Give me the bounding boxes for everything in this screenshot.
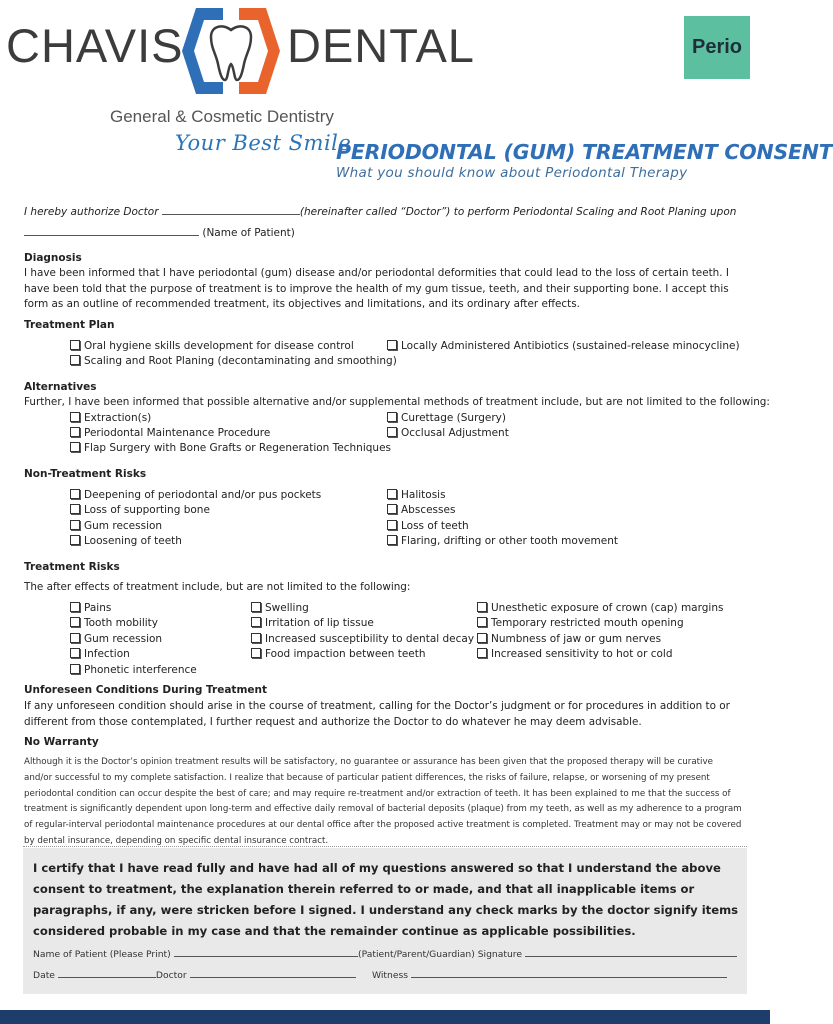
checkbox[interactable] bbox=[70, 442, 80, 452]
brand-slogan: Your Best Smile bbox=[175, 131, 352, 155]
checkbox[interactable] bbox=[387, 520, 397, 530]
checkbox[interactable] bbox=[387, 427, 397, 437]
diagnosis-text: I have been informed that I have periodontal (gum) disease and/or periodontal deformities that could lead to the loss of certain teeth. I have been told that the purpose of treatment is to improve the health of my gum tissue, teeth, and their supporting bone. I accept this form as an outline of recommended treatment, its objectives and limitations, and its ordinary after effects. bbox=[24, 267, 729, 311]
checkbox-item[interactable] bbox=[251, 633, 474, 645]
checkbox-label: Extraction(s) bbox=[84, 412, 152, 424]
checkbox[interactable] bbox=[70, 504, 80, 514]
checkbox-label: Halitosis bbox=[401, 489, 446, 501]
no-warranty-text: Although it is the Doctor’s opinion treatment results will be satisfactory, no guarantee or assurance has been given that the proposed therapy will be curative and/or successful to my complete satisfaction. I realize that because of particular patient differences, the risks of failure, relapse, or worsening of my present periodontal condition can occur despite the best of care; and may require re-treatment and/or extraction of teeth. It has been explained to me that the success of treatment is significantly dependent upon long-term and effective daily removal of bacterial deposits (plaque) from my teeth, as well as my adherence to a program of regular-interval periodontal maintenance procedures at our dental office after the proposed active treatment is completed. Treatment may or may not be covered by dental insurance, depending on specific dental insurance contract. bbox=[24, 757, 742, 846]
checkbox[interactable] bbox=[70, 340, 80, 350]
checkbox-label: Tooth mobility bbox=[84, 617, 158, 629]
checkbox-label: Oral hygiene skills development for disease control bbox=[84, 340, 354, 352]
checkbox-item[interactable] bbox=[70, 355, 397, 367]
checkbox-label: Infection bbox=[84, 648, 130, 660]
checkbox-item[interactable] bbox=[387, 427, 509, 439]
patient-name-label: (Name of Patient) bbox=[202, 227, 295, 239]
checkbox[interactable] bbox=[387, 489, 397, 499]
authorize-text-b: (hereinafter called “Doctor”) to perform Periodontal Scaling and Root Planing upon bbox=[299, 206, 737, 218]
doctor-field[interactable] bbox=[190, 968, 356, 978]
checkbox-label: Loss of teeth bbox=[401, 520, 469, 532]
checkbox-label: Occlusal Adjustment bbox=[401, 427, 509, 439]
checkbox[interactable] bbox=[387, 535, 397, 545]
checkbox-label: Swelling bbox=[265, 602, 309, 614]
patient-print-label: Name of Patient (Please Print) bbox=[33, 949, 171, 960]
checkbox[interactable] bbox=[251, 633, 261, 643]
checkbox-label: Locally Administered Antibiotics (sustained-release minocycline) bbox=[401, 340, 740, 352]
checkbox[interactable] bbox=[70, 633, 80, 643]
checkbox[interactable] bbox=[70, 427, 80, 437]
checkbox-label: Food impaction between teeth bbox=[265, 648, 426, 660]
signature-row bbox=[358, 947, 737, 960]
signature-field[interactable] bbox=[525, 947, 737, 957]
checkbox[interactable] bbox=[70, 520, 80, 530]
checkbox-item[interactable] bbox=[70, 442, 391, 454]
checkbox-label: Increased susceptibility to dental decay bbox=[265, 633, 475, 645]
date-label: Date bbox=[33, 970, 55, 981]
checkbox-item[interactable] bbox=[70, 427, 270, 439]
date-doctor-row bbox=[33, 968, 356, 981]
checkbox-item[interactable] bbox=[387, 412, 506, 424]
checkbox-label: Curettage (Surgery) bbox=[401, 412, 506, 424]
checkbox-item[interactable] bbox=[70, 535, 182, 547]
checkbox[interactable] bbox=[70, 489, 80, 499]
checkbox-label: Gum recession bbox=[84, 633, 163, 645]
checkbox[interactable] bbox=[251, 617, 261, 627]
footer-bar bbox=[0, 1010, 770, 1024]
no-warranty-heading: No Warranty bbox=[24, 736, 99, 748]
authorize-line bbox=[24, 205, 736, 221]
brand-tagline: General & Cosmetic Dentistry bbox=[110, 107, 334, 126]
checkbox-item[interactable] bbox=[251, 602, 309, 614]
checkbox-item[interactable] bbox=[477, 648, 673, 660]
checkbox-label: Gum recession bbox=[84, 520, 163, 532]
checkbox-label: Flaring, drifting or other tooth movement bbox=[401, 535, 618, 547]
checkbox-item[interactable] bbox=[70, 412, 151, 424]
non-treatment-risks-heading: Non-Treatment Risks bbox=[24, 468, 147, 480]
witness-row bbox=[372, 968, 727, 981]
checkbox-item[interactable] bbox=[70, 633, 162, 645]
checkbox-label: Temporary restricted mouth opening bbox=[491, 617, 684, 629]
perio-badge bbox=[684, 16, 750, 79]
checkbox-item[interactable] bbox=[70, 648, 130, 660]
checkbox[interactable] bbox=[70, 602, 80, 612]
perio-badge-label: Perio bbox=[691, 36, 743, 58]
witness-label: Witness bbox=[372, 970, 409, 981]
treatment-risks-heading: Treatment Risks bbox=[24, 561, 120, 573]
checkbox-item[interactable] bbox=[251, 617, 374, 629]
checkbox-label: Loss of supporting bone bbox=[84, 504, 210, 516]
signature-label: (Patient/Parent/Guardian) Signature bbox=[358, 949, 523, 960]
checkbox-item[interactable] bbox=[387, 489, 446, 501]
certification-text: I certify that I have read fully and have had all of my questions answered so that I understand the above consent to treatment, the explanation therein referred to or made, and that all inapplicable items or paragraphs, if any, were stricken before I signed. I understand any check marks by the doctor signify items considered probable in my case and that the remainder continue as applicable possibilities. bbox=[33, 861, 739, 938]
checkbox-label: Scaling and Root Planing (decontaminating and smoothing) bbox=[84, 355, 397, 367]
checkbox-item[interactable] bbox=[387, 504, 455, 516]
checkbox[interactable] bbox=[70, 412, 80, 422]
authorize-text-a: I hereby authorize Doctor bbox=[24, 206, 159, 218]
checkbox[interactable] bbox=[387, 504, 397, 514]
checkbox-item[interactable] bbox=[477, 602, 723, 614]
checkbox-label: Deepening of periodontal and/or pus pockets bbox=[84, 489, 322, 501]
alternatives-heading: Alternatives bbox=[24, 381, 97, 393]
checkbox[interactable] bbox=[70, 535, 80, 545]
checkbox[interactable] bbox=[70, 664, 80, 674]
checkbox-item[interactable] bbox=[70, 340, 354, 352]
checkbox-label: Abscesses bbox=[401, 504, 456, 516]
checkbox[interactable] bbox=[477, 648, 487, 658]
checkbox[interactable] bbox=[477, 602, 487, 612]
form-title: PERIODONTAL (GUM) TREATMENT CONSENT bbox=[336, 140, 833, 164]
patient-name-line bbox=[24, 226, 295, 242]
checkbox-item[interactable] bbox=[251, 648, 426, 660]
checkbox-item[interactable] bbox=[477, 633, 661, 645]
checkbox[interactable] bbox=[70, 617, 80, 627]
witness-field[interactable] bbox=[411, 968, 727, 978]
checkbox[interactable] bbox=[387, 412, 397, 422]
checkbox-label: Numbness of jaw or gum nerves bbox=[491, 633, 662, 645]
form-subtitle: What you should know about Periodontal Therapy bbox=[336, 165, 688, 181]
checkbox-label: Periodontal Maintenance Procedure bbox=[84, 427, 271, 439]
checkbox[interactable] bbox=[70, 648, 80, 658]
checkbox-item[interactable] bbox=[70, 664, 197, 676]
checkbox-label: Increased sensitivity to hot or cold bbox=[491, 648, 673, 660]
logo-text-right: DENTAL bbox=[287, 19, 475, 72]
checkbox-label: Irritation of lip tissue bbox=[265, 617, 374, 629]
checkbox-item[interactable] bbox=[387, 535, 618, 547]
unforeseen-heading: Unforeseen Conditions During Treatment bbox=[24, 684, 268, 696]
treatment-risks-intro: The after effects of treatment include, but are not limited to the following: bbox=[24, 581, 411, 593]
checkbox-item[interactable] bbox=[387, 340, 740, 352]
doctor-label: Doctor bbox=[155, 970, 187, 981]
tooth-logo-icon bbox=[178, 4, 284, 98]
checkbox-label: Phonetic interference bbox=[84, 664, 197, 676]
checkbox-item[interactable] bbox=[70, 504, 210, 516]
checkbox-item[interactable] bbox=[70, 617, 158, 629]
treatment-plan-heading: Treatment Plan bbox=[24, 319, 115, 331]
doctor-name-field[interactable] bbox=[162, 205, 300, 215]
patient-print-field[interactable] bbox=[174, 947, 358, 957]
checkbox-item[interactable] bbox=[70, 602, 111, 614]
date-field[interactable] bbox=[58, 968, 156, 978]
checkbox-item[interactable] bbox=[70, 520, 162, 532]
checkbox-item[interactable] bbox=[387, 520, 469, 532]
patient-print-row bbox=[33, 947, 358, 960]
logo-text-left: CHAVIS bbox=[6, 19, 184, 72]
checkbox-label: Loosening of teeth bbox=[84, 535, 182, 547]
alternatives-intro: Further, I have been informed that possible alternative and/or supplemental methods of treatment include, but are not limited to the following: bbox=[24, 396, 770, 408]
divider bbox=[23, 846, 747, 847]
checkbox-label: Flap Surgery with Bone Grafts or Regeneration Techniques bbox=[84, 442, 392, 454]
checkbox-item[interactable] bbox=[70, 489, 321, 501]
diagnosis-heading: Diagnosis bbox=[24, 252, 82, 264]
checkbox-label: Pains bbox=[84, 602, 112, 614]
checkbox[interactable] bbox=[477, 633, 487, 643]
checkbox-item[interactable] bbox=[477, 617, 684, 629]
checkbox[interactable] bbox=[387, 340, 397, 350]
checkbox-label: Unesthetic exposure of crown (cap) margins bbox=[491, 602, 724, 614]
checkbox[interactable] bbox=[251, 648, 261, 658]
checkbox[interactable] bbox=[70, 355, 80, 365]
checkbox[interactable] bbox=[477, 617, 487, 627]
patient-name-field[interactable] bbox=[24, 226, 199, 236]
checkbox[interactable] bbox=[251, 602, 261, 612]
unforeseen-text: If any unforeseen condition should arise in the course of treatment, calling for the Doctor’s judgment or for procedures in addition to or different from those contemplated, I further request and authorize the Doctor to do whatever he may deem advisable. bbox=[24, 700, 730, 728]
